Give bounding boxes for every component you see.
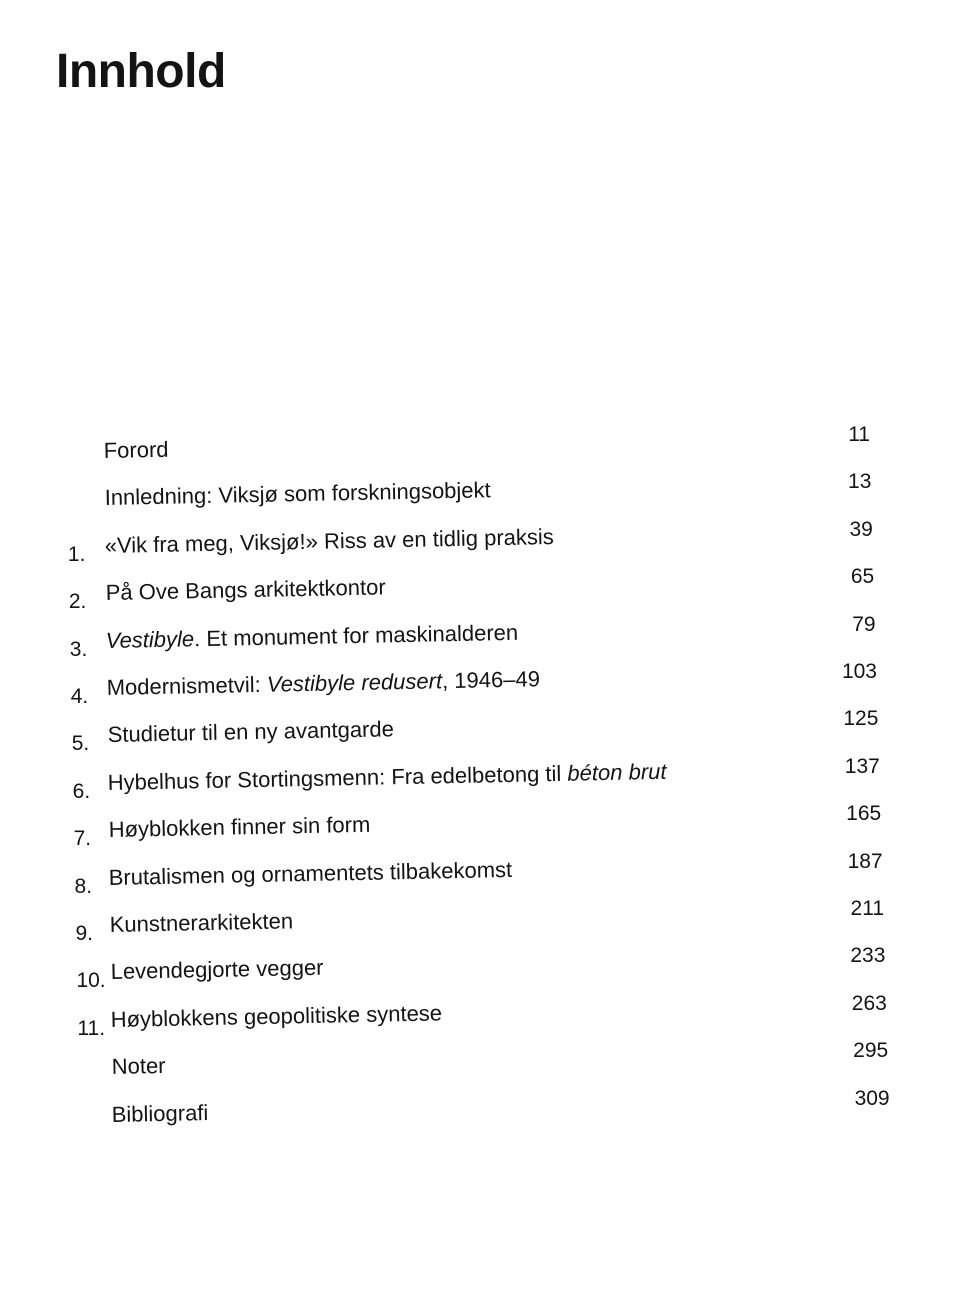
toc-entry-page-number: 79 bbox=[852, 612, 876, 636]
toc-entry bbox=[0, 470, 960, 523]
toc-title-part: . Et monument for maskinalderen bbox=[194, 619, 519, 651]
toc-title-part: , 1946–49 bbox=[441, 666, 541, 694]
toc-entry-number: 9. bbox=[75, 922, 94, 945]
toc-entry-title bbox=[104, 476, 491, 514]
toc-entry-number: 5. bbox=[71, 732, 90, 756]
toc-title-part: Hybelhus for Stortingsmenn: Fra edelbetong til bbox=[107, 760, 568, 795]
toc-entry bbox=[0, 707, 960, 760]
toc-title-part: På Ove Bangs arkitektkontor bbox=[105, 574, 386, 606]
toc-title-part: Høyblokken finner sin form bbox=[108, 811, 371, 843]
toc-entry-title bbox=[110, 953, 323, 987]
toc-entry-title bbox=[108, 810, 370, 845]
toc-entry-number: 11. bbox=[77, 1016, 106, 1040]
toc-title-part: Brutalismen og ornamentets tilbakekomst bbox=[108, 856, 513, 890]
toc-entry-page-number: 13 bbox=[848, 470, 872, 494]
toc-entry-page-number: 211 bbox=[850, 897, 884, 920]
toc-entry-page-number: 137 bbox=[844, 754, 880, 778]
toc-entry-title bbox=[107, 715, 394, 751]
toc-entry bbox=[0, 802, 960, 855]
toc-entry-number: 10. bbox=[76, 969, 106, 993]
toc-title-italic-part: Vestibyle redusert bbox=[266, 668, 443, 697]
toc-entry-number: 7. bbox=[73, 827, 92, 851]
toc-entry-title bbox=[105, 522, 555, 561]
toc-entry-title bbox=[111, 1051, 165, 1082]
toc-title-part: Forord bbox=[103, 436, 169, 464]
toc-entry bbox=[0, 660, 960, 713]
toc-entry bbox=[0, 1039, 960, 1092]
toc-entry-title bbox=[109, 906, 293, 940]
toc-entry-title bbox=[112, 1098, 209, 1130]
toc-title-part: Høyblokkens geopolitiske syntese bbox=[110, 1000, 443, 1032]
toc-entry bbox=[0, 897, 960, 950]
toc-entry bbox=[0, 849, 960, 903]
toc-title-part: Modernismetvil: bbox=[106, 671, 268, 701]
toc-entry bbox=[0, 944, 960, 997]
page-title: Innhold bbox=[56, 45, 226, 98]
toc-entry-page-number: 103 bbox=[841, 660, 877, 683]
toc-entry-number: 2. bbox=[68, 590, 87, 614]
toc-entry bbox=[0, 754, 960, 808]
toc-entry-page-number: 165 bbox=[846, 802, 882, 826]
toc-title-part: Noter bbox=[111, 1053, 166, 1080]
toc-entry-title bbox=[109, 855, 513, 893]
toc-entry bbox=[0, 517, 960, 571]
toc-entry-number: 1. bbox=[67, 542, 86, 566]
toc-entry-title bbox=[106, 617, 519, 655]
toc-entry-number: 8. bbox=[74, 874, 93, 898]
toc-entry bbox=[0, 991, 960, 1045]
toc-entry-title bbox=[108, 757, 667, 798]
toc-entry-page-number: 309 bbox=[854, 1086, 890, 1110]
toc-title-part: Studietur til en ny avantgarde bbox=[107, 716, 394, 748]
toc-entry-number: 6. bbox=[72, 779, 91, 803]
toc-entry-number: 4. bbox=[70, 685, 89, 708]
toc-entry-page-number: 295 bbox=[853, 1039, 889, 1063]
toc-title-italic-part: Vestibyle bbox=[105, 625, 195, 653]
toc-title-part: Levendegjorte vegger bbox=[110, 955, 324, 985]
toc-entry-title bbox=[111, 998, 443, 1035]
toc-title-part: «Vik fra meg, Viksjø!» Riss av en tidlig praksis bbox=[104, 523, 555, 558]
toc-entry-title bbox=[103, 435, 168, 466]
toc-title-italic-part: béton brut bbox=[567, 758, 667, 786]
toc-entry-title bbox=[106, 664, 540, 703]
toc-entry-page-number: 39 bbox=[849, 517, 873, 541]
toc-entry-page-number: 263 bbox=[851, 991, 887, 1015]
toc-entry bbox=[0, 565, 960, 618]
toc-entry-page-number: 125 bbox=[843, 707, 879, 731]
toc-entry-page-number: 11 bbox=[848, 423, 870, 446]
toc-entry-title bbox=[105, 573, 386, 609]
toc-entry bbox=[0, 1086, 960, 1140]
toc-entry-page-number: 233 bbox=[850, 944, 886, 968]
toc-entry bbox=[0, 423, 960, 476]
toc-entry bbox=[0, 612, 960, 666]
toc-entry-page-number: 65 bbox=[850, 565, 875, 589]
toc-entry-page-number: 187 bbox=[847, 849, 883, 873]
toc-title-part: Kunstnerarkitekten bbox=[109, 908, 294, 938]
toc-title-part: Innledning: Viksjø som forskningsobjekt bbox=[104, 477, 491, 511]
toc-entry-number: 3. bbox=[69, 637, 88, 661]
toc-title-part: Bibliografi bbox=[111, 1099, 209, 1127]
